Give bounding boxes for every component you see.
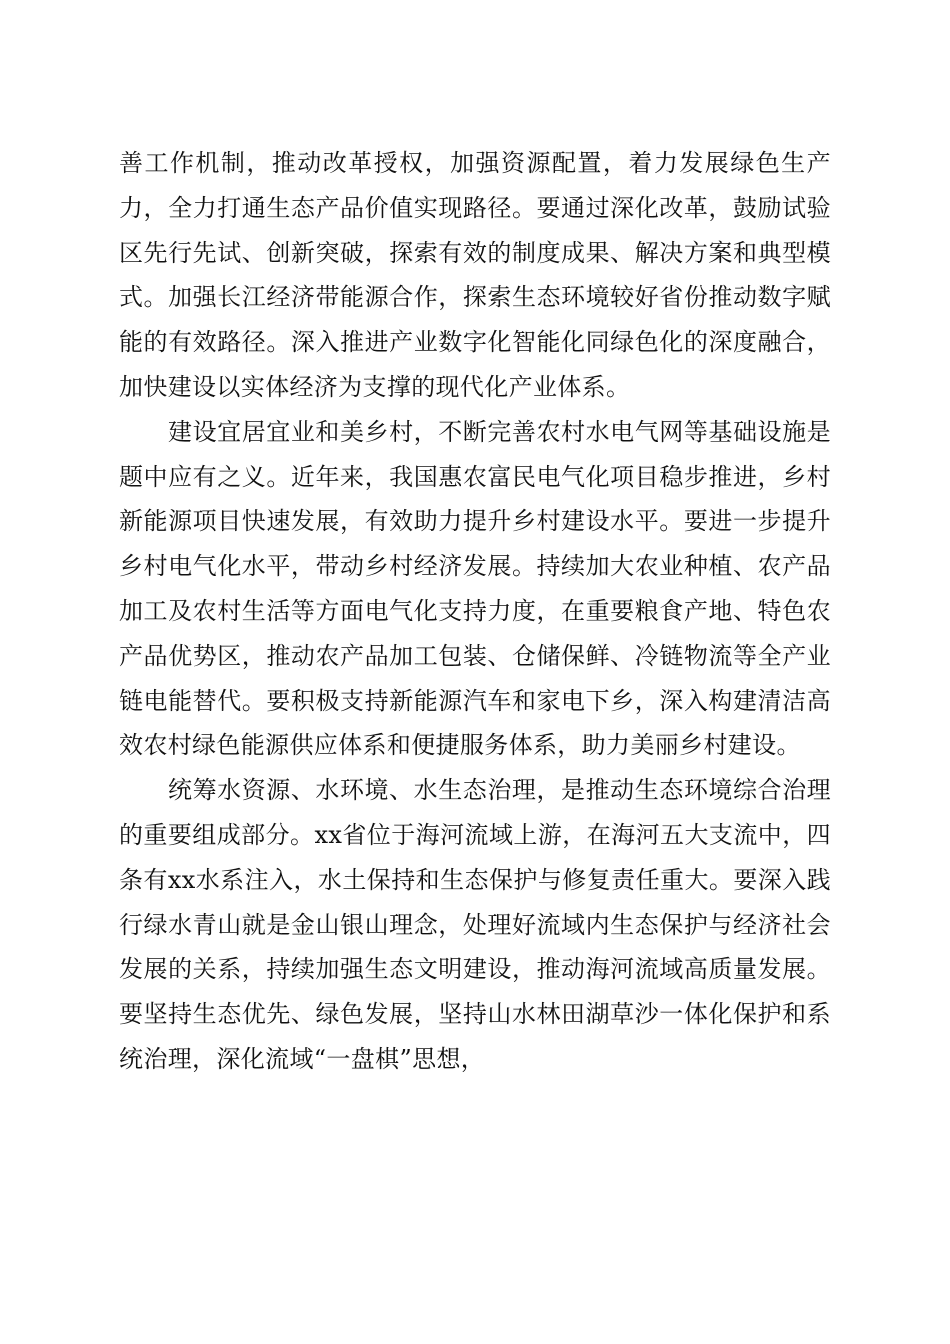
paragraph-rural-electrification: 建设宜居宜业和美乡村，不断完善农村水电气网等基础设施是题中应有之义。近年来，我国惠农富民电气化项目稳步推进，乡村新能源项目快速发展，有效助力提升乡村建设水平。要进一步提升乡村电气化水平，带动乡村经济发展。持续加大农业种植、农产品加工及农村生活等方面电气化支持力度，在重要粮食产地、特色农产品优势区，推动农产品加工包装、仓储保鲜、冷链物流等全产业链电能替代。要积极支持新能源汽车和家电下乡，深入构建清洁高效农村绿色能源供应体系和便捷服务体系，助力美丽乡村建设。 [119,417,831,760]
paragraph-continuation: 善工作机制，推动改革授权，加强资源配置，着力发展绿色生产力，全力打通生态产品价值实现路径。要通过深化改革，鼓励试验区先行先试、创新突破，探索有效的制度成果、解决方案和典型模式。加强长江经济带能源合作，探索生态环境较好省份推动数字赋能的有效路径。深入推进产业数字化智能化同绿色化的深度融合，加快建设以实体经济为支撑的现代化产业体系。 [119,149,831,401]
document-body [119,141,831,1082]
paragraph-water-governance: 统筹水资源、水环境、水生态治理，是推动生态环境综合治理的重要组成部分。xx省位于海河流域上游，在海河五大支流中，四条有xx水系注入，水土保持和生态保护与修复责任重大。要深入践行绿水青山就是金山银山理念，处理好流域内生态保护与经济社会发展的关系，持续加强生态文明建设，推动海河流域高质量发展。要坚持生态优先、绿色发展，坚持山水林田湖草沙一体化保护和系统治理，深化流域“一盘棋”思想， [119,776,831,1073]
